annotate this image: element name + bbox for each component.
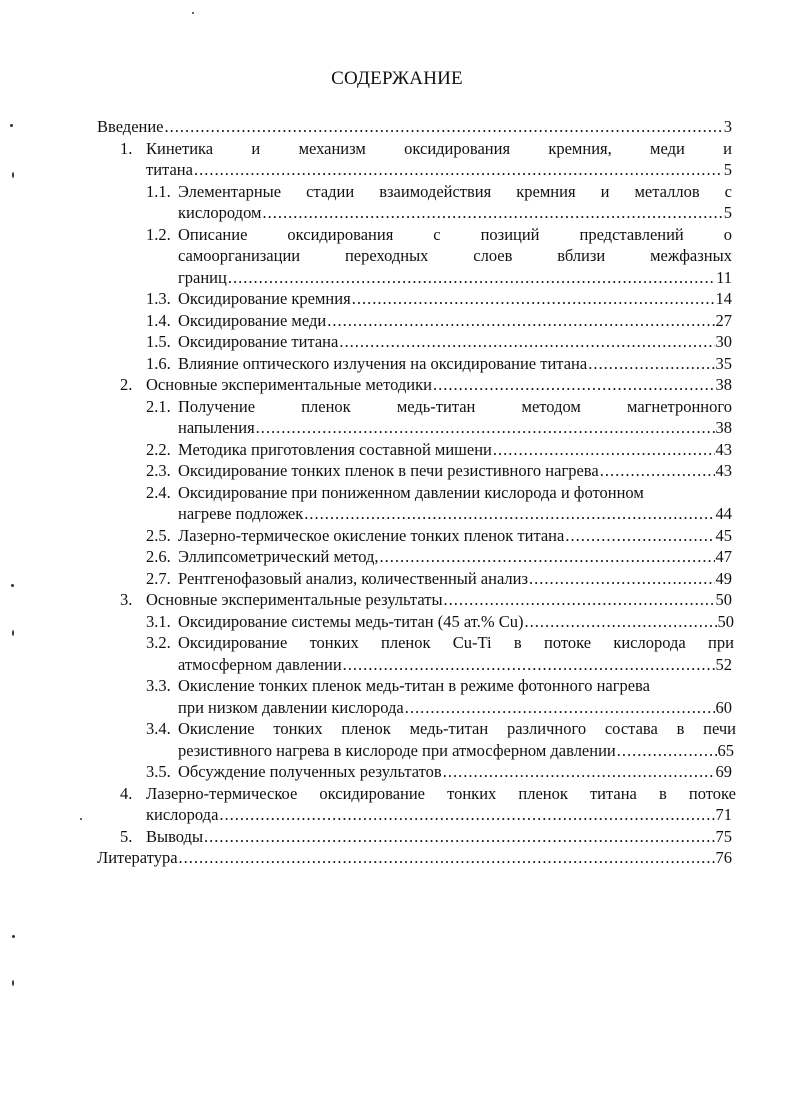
entry-title: Рентгенофазовый анализ, количественный анализ: [178, 568, 529, 588]
section-number: 1.6.: [146, 353, 171, 373]
chapter-number: 1.: [120, 138, 133, 158]
entry-title-line-2: при низком давлении кислорода: [178, 697, 404, 717]
page-number: 43: [715, 439, 732, 459]
page-number: 52: [715, 654, 732, 674]
section-number: 1.2.: [146, 224, 171, 244]
entry-title-line-1: Кинетика и механизм оксидирования кремния, меди и: [146, 138, 732, 158]
entry-title: Оксидирование тонких пленок в печи резистивного нагрева: [178, 461, 599, 480]
entry-title: Влияние оптического излучения на оксидирование титана: [178, 353, 588, 373]
toc-entry-section-1-2[interactable]: [146, 224, 732, 289]
toc-entry-section-2-3[interactable]: [146, 460, 732, 482]
page-number: 14: [715, 289, 732, 308]
section-number: 3.2.: [146, 633, 171, 652]
toc-entry-section-2-4[interactable]: [146, 482, 736, 525]
scan-speck: [12, 935, 15, 938]
section-number: 3.5.: [146, 762, 171, 781]
page-number: 71: [715, 805, 732, 824]
toc-entry-section-2-7[interactable]: [146, 568, 732, 590]
entry-title-line-2: титана: [146, 160, 193, 179]
section-number: 3.1.: [146, 611, 171, 631]
section-number: 2.1.: [146, 396, 171, 416]
toc-entry-section-1-6[interactable]: [146, 353, 732, 375]
entry-title-line-2: нагреве подложек: [178, 504, 304, 523]
entry-title-line-2: напыления: [178, 418, 255, 437]
entry-title-line-1: Окисление тонких пленок медь-титан в режиме фотонного нагрева: [178, 676, 650, 695]
entry-title: Основные экспериментальные результаты: [146, 590, 443, 609]
chapter-number: 5.: [120, 826, 133, 846]
entry-title: Оксидирование меди: [178, 310, 327, 330]
entry-title-line-2: атмосферном давлении: [178, 654, 342, 674]
toc-entry-section-1-3[interactable]: [146, 288, 732, 310]
page-number: 49: [715, 568, 732, 588]
section-number: 2.3.: [146, 461, 171, 480]
entry-title-line-2: самоорганизации переходных слоев вблизи межфазных: [178, 246, 732, 265]
toc-entry-section-3-2[interactable]: [146, 632, 734, 675]
toc-entry-section-2-5[interactable]: [146, 525, 732, 547]
page-number: 47: [715, 547, 732, 566]
section-number: 2.5.: [146, 525, 171, 545]
entry-title-line-3: границ: [178, 267, 227, 287]
entry-title: Оксидирование титана: [178, 332, 339, 351]
toc-entry-chapter-5[interactable]: [120, 826, 732, 848]
entry-title: Эллипсометрический метод,: [178, 547, 379, 566]
toc-entry-section-2-6[interactable]: [146, 546, 732, 568]
page-number: 5: [723, 160, 732, 179]
section-number: 2.2.: [146, 439, 171, 459]
page-title: СОДЕРЖАНИЕ: [331, 68, 463, 89]
section-number: 2.4.: [146, 482, 171, 502]
entry-title-line-1: Элементарные стадии взаимодействия кремния и металлов с: [178, 181, 732, 201]
section-number: 2.7.: [146, 568, 171, 588]
entry-title-line-2: кислородом: [178, 203, 262, 222]
scan-speck: [80, 818, 82, 820]
page-number: 30: [715, 332, 732, 351]
entry-title-line-2: кислорода: [146, 805, 219, 824]
page-number: 44: [715, 504, 732, 523]
toc-entry-section-2-1[interactable]: [146, 396, 732, 439]
section-number: 3.3.: [146, 676, 171, 695]
page-number: 69: [715, 762, 732, 781]
section-number: 1.5.: [146, 332, 171, 351]
entry-title: Оксидирование системы медь-титан (45 ат.% Cu): [178, 611, 524, 631]
section-number: 3.4.: [146, 719, 171, 738]
section-number: 1.3.: [146, 289, 171, 308]
entry-title-line-1: Оксидирование тонких пленок Cu-Ti в потоке кислорода при: [178, 633, 734, 652]
entry-title-line-1: Оксидирование при пониженном давлении кислорода и фотонном: [178, 482, 644, 502]
toc-entry-chapter-3[interactable]: [120, 589, 732, 611]
page-number: 5: [723, 203, 732, 222]
section-number: 1.4.: [146, 310, 171, 330]
page-number: 27: [715, 310, 732, 330]
toc-entry-section-2-2[interactable]: [146, 439, 732, 461]
page-number: 38: [715, 375, 732, 394]
page-number: 60: [715, 697, 732, 717]
toc-entry-references[interactable]: [97, 847, 732, 869]
page-number: 38: [715, 418, 732, 437]
entry-title-line-1: Лазерно-термическое оксидирование тонких пленок титана в потоке: [146, 783, 736, 803]
scan-speck: [12, 172, 14, 178]
page-number: 76: [715, 848, 732, 867]
entry-title: Введение: [97, 117, 164, 136]
entry-title: Методика приготовления составной мишени: [178, 439, 492, 459]
entry-title-line-1: Окисление тонких пленок медь-титан различного состава в печи: [178, 719, 736, 738]
page-number: 11: [716, 267, 732, 287]
entry-title-line-1: Получение пленок медь-титан методом магнетронного: [178, 396, 732, 416]
page-number: 43: [715, 461, 732, 480]
page-number: 50: [715, 590, 732, 609]
toc-entry-section-1-4[interactable]: [146, 310, 732, 332]
scan-speck: [12, 980, 14, 986]
entry-title: Выводы: [146, 826, 204, 846]
scan-speck: [10, 124, 13, 127]
toc-entry-chapter-4[interactable]: [120, 783, 736, 826]
entry-title-line-2: резистивного нагрева в кислороде при атмосферном давлении: [178, 740, 616, 760]
toc-entry-chapter-1[interactable]: [120, 138, 732, 181]
entry-title-line-1: Описание оксидирования с позиций представлений о: [178, 224, 732, 244]
toc-entry-section-3-4[interactable]: [146, 718, 736, 761]
toc-entry-introduction[interactable]: [97, 116, 732, 138]
toc-entry-section-3-3[interactable]: [146, 675, 736, 718]
scan-speck: [11, 584, 14, 587]
entry-title: Лазерно-термическое окисление тонких пленок титана: [178, 525, 565, 545]
scan-speck: [192, 12, 194, 14]
toc-entry-section-1-5[interactable]: [146, 331, 732, 353]
page-number: 65: [717, 740, 734, 760]
entry-title: Литература: [97, 848, 178, 867]
page-number: 75: [715, 826, 732, 846]
section-number: 1.1.: [146, 181, 171, 201]
page-number: 45: [715, 525, 732, 545]
page-number: 35: [715, 353, 732, 373]
entry-title: Оксидирование кремния: [178, 289, 351, 308]
toc-entry-section-1-1[interactable]: [146, 181, 732, 224]
toc-entry-chapter-2[interactable]: [120, 374, 732, 396]
chapter-number: 3.: [120, 590, 133, 609]
entry-title: Основные экспериментальные методики: [146, 375, 432, 394]
page-number: 3: [723, 117, 732, 136]
scan-speck: [12, 630, 14, 636]
section-number: 2.6.: [146, 547, 171, 566]
toc-entry-section-3-5[interactable]: [146, 761, 732, 783]
toc-entry-section-3-1[interactable]: [146, 611, 734, 633]
entry-title: Обсуждение полученных результатов: [178, 762, 442, 781]
chapter-number: 2.: [120, 375, 133, 394]
page-number: 50: [717, 611, 734, 631]
chapter-number: 4.: [120, 783, 133, 803]
